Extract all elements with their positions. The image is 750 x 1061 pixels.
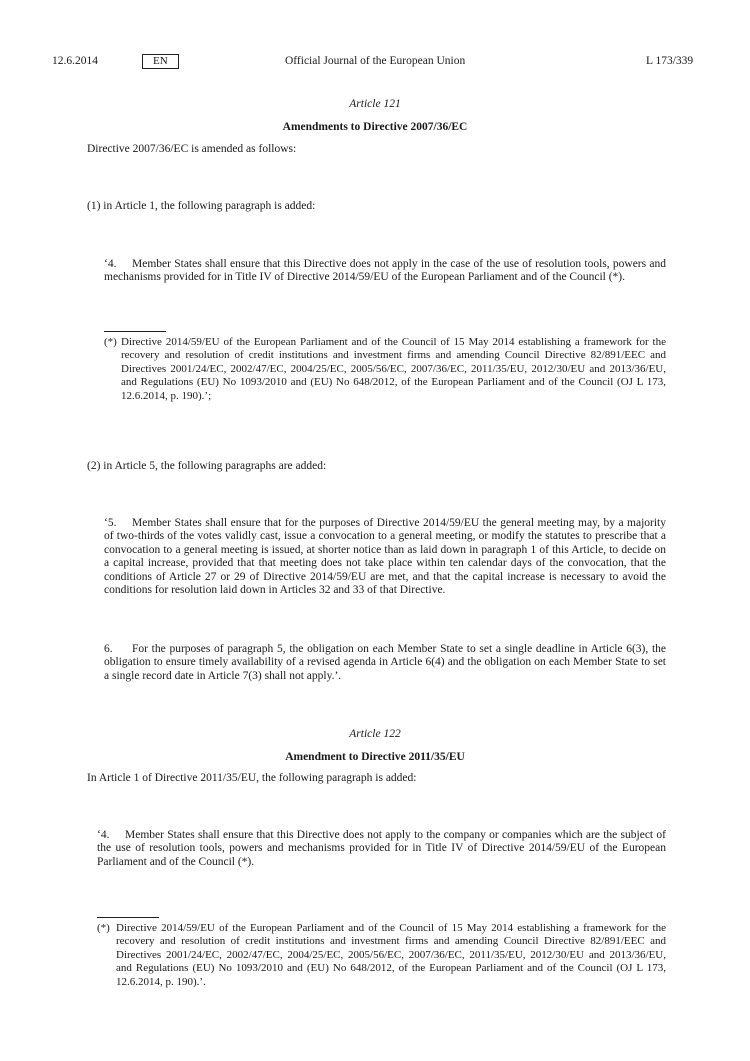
paragraph-number: ‘4. (104, 258, 117, 270)
paragraph-number: 6. (104, 643, 113, 655)
paragraph-text: Member States shall ensure that this Directive does not apply in the case of the use of resolution tools, powers and mechanisms provided for in Title IV of Directive 2014/59/EU of the European Parliament and of the Council (*). (104, 258, 666, 284)
paragraph-number: ‘5. (104, 517, 117, 529)
article-122-title: Amendment to Directive 2011/35/EU (285, 751, 465, 763)
article-122-intro: In Article 1 of Directive 2011/35/EU, the following paragraph is added: (87, 772, 417, 784)
footnote-text: Directive 2014/59/EU of the European Parliament and of the Council of 15 May 2014 establishing a framework for the recovery and resolution of credit institutions and investment firms and amending Council Directive 82/891/EEC and Directives 2001/24/EC, 2002/47/EC, 2004/25/EC, 2005/56/EC, 2007/36/EC, 2011/35/EU, 2012/30/EU and 2013/36/EU, and Regulations (EU) No 1093/2010 and (EU) No 648/2012, of the European Parliament and of the Council (OJ L 173, 12.6.2014, p. 190).’; (121, 336, 666, 402)
article-122-paragraph-4 (97, 829, 666, 869)
article-121-label: Article 121 (349, 98, 401, 110)
paragraph-6-amendment (104, 643, 666, 683)
header-date: 12.6.2014 (52, 55, 98, 67)
paragraph-text: Member States shall ensure that this Directive does not apply to the company or companies which are the subject of the use of resolution tools, powers and mechanisms provided for in Title IV of Directive 2014/59/EU of the European Parliament and of the Council (*). (97, 829, 666, 868)
article-121-title: Amendments to Directive 2007/36/EC (282, 121, 468, 133)
paragraph-text: For the purposes of paragraph 5, the obligation on each Member State to set a single deadline in Article 6(3), the obligation to ensure timely availability of a revised agenda in Article 6(4) and the obligation on each Member State to set a single record date in Article 7(3) shall not apply.’. (104, 643, 666, 682)
journal-title: Official Journal of the European Union (285, 55, 466, 67)
paragraph-4-amendment (104, 258, 666, 285)
page-reference: L 173/339 (646, 55, 694, 67)
footnote-divider (104, 331, 166, 332)
footnote-2 (97, 922, 666, 989)
paragraph-number: ‘4. (97, 829, 110, 841)
article-121-intro: Directive 2007/36/EC is amended as follows: (87, 143, 297, 155)
footnote-mark: (*) (97, 922, 110, 934)
paragraph-text: Member States shall ensure that for the purposes of Directive 2014/59/EU the general meeting may, by a majority of two-thirds of the votes validly cast, issue a convocation to a general meeting, or modify the statutes to prescribe that a convocation to a general meeting is issued, at shorter notice than as laid down in paragraph 1 of this Article, to decide on a capital increase, provided that that meeting does not take place within ten calendar days of the convocation, that the conditions of Article 27 or 29 of Directive 2014/59/EU are met, and that the capital increase is necessary to avoid the conditions for resolution laid down in Articles 32 and 33 of that Directive. (104, 517, 666, 597)
footnote-text: Directive 2014/59/EU of the European Parliament and of the Council of 15 May 2014 establishing a framework for the recovery and resolution of credit institutions and investment firms and amending Council Directive 82/891/EEC and Directives 2001/24/EC, 2002/47/EC, 2004/25/EC, 2005/56/EC, 2007/36/EC, 2011/35/EU, 2012/30/EU and 2013/36/EU, and Regulations (EU) No 1093/2010 and (EU) No 648/2012, of the European Parliament and of the Council (OJ L 173, 12.6.2014, p. 190).’. (116, 922, 666, 988)
paragraph-5-amendment (104, 517, 666, 597)
footnote-mark: (*) (104, 336, 117, 348)
footnote-1 (104, 336, 666, 403)
footnote-divider (97, 917, 159, 918)
point-1-intro: (1) in Article 1, the following paragraph is added: (87, 200, 316, 212)
point-2-intro: (2) in Article 5, the following paragraphs are added: (87, 460, 327, 472)
language-badge: EN (142, 54, 179, 69)
article-122-label: Article 122 (349, 728, 401, 740)
